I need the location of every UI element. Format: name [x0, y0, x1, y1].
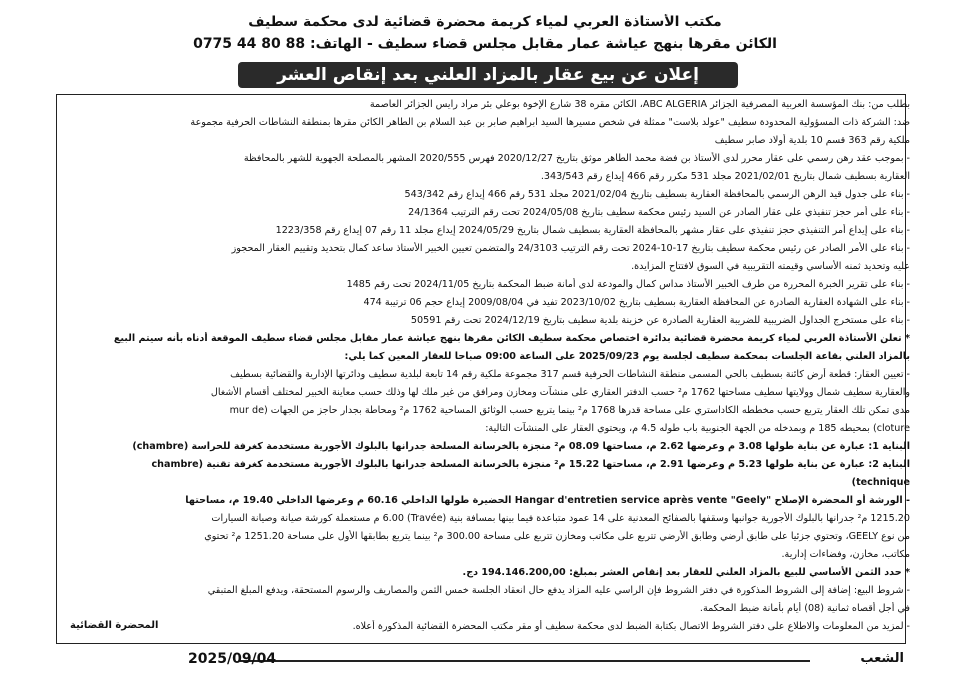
body-line: ملكية رقم 363 قسم 10 بلدية أولاد صابر سطيف [714, 135, 910, 146]
body-line: - بناء على الأمر الصادر عن رئيس محكمة سطيف بتاريخ 17-10-2024 تحت رقم الترتيب 24/3103 والمتضمن تعيين الخبير الأستاذ ساعد كمال بتحديد وتقييم العقار المحجوز [231, 243, 910, 254]
office-header: مكتب الأستاذة العربي لمياء كريمة محضرة قضائية لدى محكمة سطيف [248, 14, 722, 30]
body-line: - بناء على جدول قيد الرهن الرسمي بالمحافظة العقارية بسطيف بتاريخ 2021/02/04 مجلد 531 رقم 466 إيداع رقم 543/342 [404, 189, 910, 200]
body-line: - بناء على مستخرج الجداول الضريبية للضريبة العقارية الصادرة عن خزينة بلدية سطيف بتاريخ 2024/12/19 تحت رقم 50591 [410, 315, 910, 326]
announcement-page [60, 0, 910, 685]
newspaper-name: الشعب [860, 651, 904, 666]
body-line: cloture) بمحيطه 185 م وبمدخله من الجهة الجنوبية باب طوله 4.5 م، ويحتوي العقار على المنشآت التالية: [485, 423, 910, 434]
body-line: عليه وتحديد ثمنه الأساسي وقيمته التقريبية في السوق لافتتاح المزايدة. [631, 261, 910, 272]
body-line: ضد: الشركة ذات المسؤولية المحدودة سطيف "عولد بلاست" ممثلة في شخص مسيرها السيد ابراهيم صابر بن عبد السلام بن الطاهر الكائن مقرها بمنطقة النشاطات الحرفية مجموعة [190, 117, 910, 128]
body-line: - تعيين العقار: قطعة أرض كائنة بسطيف بالحي المسمى منطقة النشاطات الحرفية قسم 317 مجموعة ملكية رقم 14 تابعة لبلدية سطيف ودائرتها الإدارية والقضائية بسطيف [230, 369, 910, 380]
body-line: * تعلن الأستاذة العربي لمياء كريمة محضرة قضائية بدائرة اختصاص محكمة سطيف الكائن مقرها بنهج عياشة عمار مقابل مجلس قضاء سطيف الموقعة أدناه بأنه سيتم البيع [113, 333, 910, 344]
body-line: 1215.20 م² جدرانها بالبلوك الأجورية جوانبها وسقفها بالصفائح المعدنية على 14 عمود متباعدة فيما بينها بمسافة بنية (Travée) 6.00 م مستعملة كورشة صيانة وصيانة السيارات [211, 513, 910, 524]
body-line: - بموجب عقد رهن رسمي على عقار محرر لدى الأستاذ بن فضة محمد الطاهر موثق بتاريخ 2020/12/27 فهرس 2020/555 المشهر بالمصلحة الجهوية للشهر بالمحافظة [243, 153, 910, 164]
signature: المحضرة القضائية [70, 620, 159, 631]
body-line: - بناء على إيداع أمر التنفيذي حجز تنفيذي على عقار مشهر بالمحافظة العقارية بسطيف شمال بتاريخ 2024/05/29 إيداع مجلد 11 رقم 07 إيداع رقم 1223/358 [275, 225, 910, 236]
footer-rule [240, 660, 810, 662]
body-line: البناية 2: عبارة عن بناية طولها 5.23 م وعرضها 2.91 م، مساحتها 15.22 م² منجزة بالخرسانة المسلحة جدرانها بالبلوك الأجورية مستخدمة كغرفة تقنية (chambre [151, 459, 910, 470]
body-line: بطلب من: بنك المؤسسة العربية المصرفية الجزائر ABC ALGERIA، الكائن مقره 38 شارع الإخوة بوعلي بئر مراد رايس الجزائر العاصمة [369, 99, 910, 110]
body-line: - لمزيد من المعلومات والاطلاع على دفتر الشروط الاتصال بكتابة الضبط لدى محكمة سطيف أو مقر مكتب المحضرة القضائية المذكورة أعلاه. [352, 621, 910, 632]
body-line: technique) [851, 477, 910, 488]
body-line: * حدد الثمن الأساسي للبيع بالمزاد العلني للعقار بعد إنقاص العشر بمبلغ: 194.146.200,00 دج. [462, 567, 910, 578]
body-line: - بناء على الشهادة العقارية الصادرة عن المحافظة العقارية بسطيف بتاريخ 2023/10/02 تفيد في 2009/08/04 إيداع حجم 06 ترتيبة 474 [363, 297, 910, 308]
body-line: - بناء على أمر حجز تنفيذي على عقار الصادر عن السيد رئيس محكمة سطيف بتاريخ 2024/05/08 تحت رقم الترتيب 24/1364 [408, 207, 910, 218]
office-address: الكائن مقرها بنهج عياشة عمار مقابل مجلس قضاء سطيف - الهاتف: 88 80 44 0775 [193, 36, 777, 52]
publication-date: 2025/09/04 [188, 651, 277, 667]
body-line: - شروط البيع: إضافة إلى الشروط المذكورة في دفتر الشروط فإن الراسي عليه المزاد يدفع حال انعقاد الجلسة خمس الثمن والمصاريف والرسوم المستحقة، ويدفع المبلغ المتبقي [207, 585, 910, 596]
body-line: بالمزاد العلني بقاعة الجلسات بمحكمة سطيف لجلسة يوم 2025/09/23 على الساعة 09:00 صباحا للعقار المعين كما يلي: [344, 351, 910, 362]
body-line: العقارية بسطيف شمال بتاريخ 2021/02/01 مجلد 531 مكرر رقم 466 إيداع رقم 343/543. [540, 171, 910, 182]
body-line: - بناء على تقرير الخبرة المحررة من طرف الخبير الأستاذ مداس كمال والمودعة لدى أمانة ضبط المحكمة بتاريخ 2024/11/05 تحت رقم 1485 [346, 279, 910, 290]
body-line: من نوع GEELY، وتحتوي جزئيا على طابق أرضي وطابق الأرضي تتربع على مكاتب ومخازن تتربع على مساحة 300.00 م² بينما يتربع بطابقها الأول على مساحة 1251.20 م² تحتوي [204, 531, 910, 542]
body-line: مدى تمكن تلك العقار يتربع حسب مخططه الكاداستري على مساحة قدرها 1768 م² بينما يتربع حسب الوثائق المساحية 1762 م² ومحاطة بجدار حاجز من الجهات (mur de [229, 405, 910, 416]
announcement-title: إعلان عن بيع عقار بالمزاد العلني بعد إنقاص العشر [238, 62, 738, 88]
body-line: البناية 1: عبارة عن بناية طولها 3.08 م وعرضها 2.62 م، مساحتها 08.09 م² منجزة بالخرسانة المسلحة جدرانها بالبلوك الأجورية مستخدمة كغرفة للحراسة (chambre) [132, 441, 910, 452]
body-line: في أجل أقصاه ثمانية (08) أيام بأمانة ضبط المحكمة. [699, 603, 910, 614]
body-line: والعقارية سطيف شمال وولايتها سطيف مساحتها 1762 م² حسب الدفتر العقاري على منشآت ومخازن ومرافق من غير ملك لها وذلك حسب معاينة الخبير لمختلف أقسام الأشغال [210, 387, 910, 398]
body-line: - الورشة أو المحضرة الإصلاح "Hangar d'entretien service après vente "Geely الحضيرة طولها الداخلي 60.16 م وعرضها الداخلي 19.40 م، مساحتها [185, 495, 910, 506]
body-line: مكاتب، مخازن، وفضاءات إدارية. [781, 549, 910, 560]
